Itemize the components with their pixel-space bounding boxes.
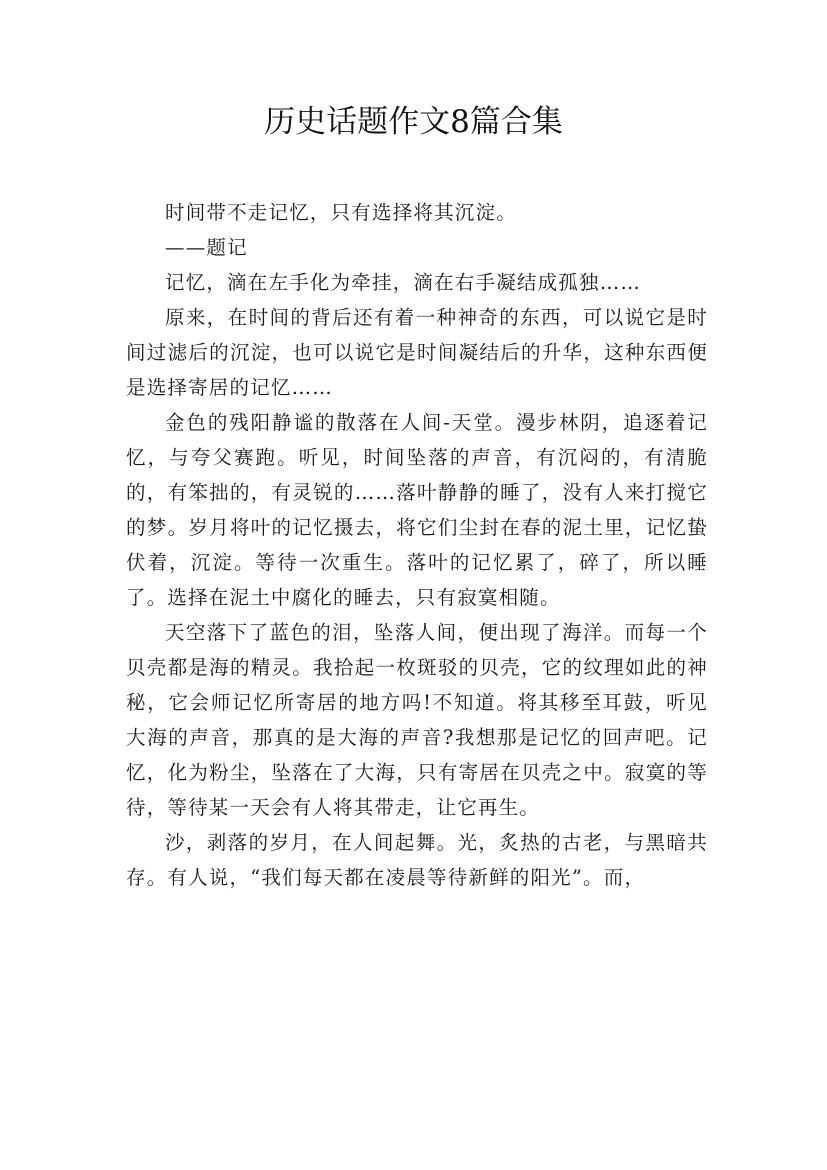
epigraph-line: 时间带不走记忆，只有选择将其沉淀。 bbox=[165, 201, 517, 224]
body-paragraph: 沙，剥落的岁月，在人间起舞。光，炙热的古老，与黑暗共存。有人说，“我们每天都在凌晨等待新鲜的阳光”。而， bbox=[126, 831, 708, 889]
body-paragraph: 记忆，滴在左手化为牵挂，滴在右手凝结成孤独…… bbox=[165, 271, 642, 294]
body-paragraph: 金色的残阳静谧的散落在人间-天堂。漫步林阴，追逐着记忆，与夸父赛跑。听见，时间坠落的声音，有沉闷的，有清脆的，有笨拙的，有灵锐的……落叶静静的睡了，没有人来打搅它的梦。岁月将叶的记忆摄去，将它们尘封在春的泥土里，记忆蛰伏着，沉淀。等待一次重生。落叶的记忆累了，碎了，所以睡了。选择在泥土中腐化的睡去，只有寂寞相随。 bbox=[126, 411, 708, 609]
epigraph-attribution: ——题记 bbox=[165, 236, 248, 259]
body-paragraph: 原来，在时间的背后还有着一种神奇的东西，可以说它是时间过滤后的沉淀，也可以说它是时间凝结后的升华，这种东西便是选择寄居的记忆…… bbox=[126, 306, 708, 399]
body-paragraph: 天空落下了蓝色的泪，坠落人间，便出现了海洋。而每一个贝壳都是海的精灵。我拾起一枚斑驳的贝壳，它的纹理如此的神秘，它会师记忆所寄居的地方吗!不知道。将其移至耳鼓，听见大海的声音，那真的是大海的声音?我想那是记忆的回声吧。记忆，化为粉尘，坠落在了大海，只有寄居在贝壳之中。寂寞的等待，等待某一天会有人将其带走，让它再生。 bbox=[126, 621, 708, 819]
document-title: 历史话题作文8篇合集 bbox=[264, 104, 563, 140]
document-body bbox=[126, 195, 708, 895]
